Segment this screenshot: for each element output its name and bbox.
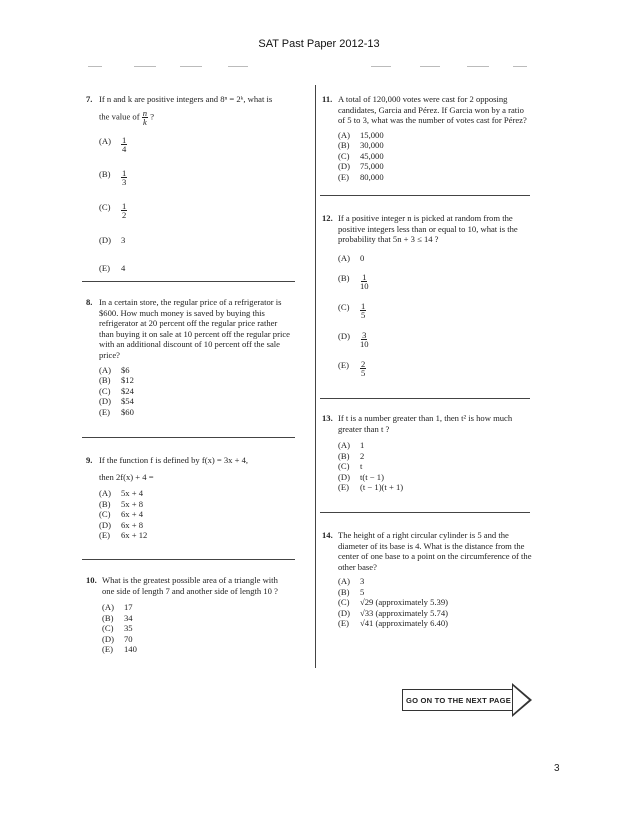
question-10	[86, 575, 292, 655]
answer-option[interactable]: (B) 34	[102, 612, 133, 623]
answer-option[interactable]: (A) 3	[338, 576, 365, 587]
answer-option[interactable]: (C) t	[338, 461, 363, 472]
question-separator	[320, 512, 530, 513]
answer-option[interactable]: (C) $\frac{1}{2}$	[99, 200, 127, 220]
question-number: 8.	[86, 297, 93, 307]
answer-option[interactable]: (D) 3	[99, 234, 126, 245]
question-14	[322, 530, 532, 629]
divider	[371, 66, 391, 67]
answer-option[interactable]: (C) $24	[99, 385, 134, 396]
answer-option[interactable]: (E) 140	[102, 644, 137, 655]
question-stem: What is the greatest possible area of a triangle with one side of length 7 and another side of length 10 ?	[102, 575, 278, 596]
page-header-title: SAT Past Paper 2012-13	[258, 38, 380, 50]
question-number: 13.	[322, 413, 333, 423]
question-7	[86, 94, 300, 290]
answer-option[interactable]: (A) $\frac{1}{4}$	[99, 134, 127, 154]
question-stem: If a positive integer n is picked at random from the positive integers less than or equal to 10, what is the probability that 5n + 3 ≤ 14 ?	[338, 213, 518, 245]
answer-option[interactable]: (E) 80,000	[338, 171, 384, 182]
answer-option[interactable]: (E) $60	[99, 406, 134, 417]
answer-option[interactable]: (E) 6x + 12	[99, 530, 148, 541]
answer-option[interactable]: (B) 5x + 8	[99, 498, 144, 509]
divider	[420, 66, 440, 67]
answer-option[interactable]: (D) 75,000	[338, 161, 384, 172]
arrow-right-icon-inner	[513, 686, 529, 714]
divider	[513, 66, 527, 67]
question-stem: If n and k are positive integers and 8ⁿ = 2ᵏ, what is the value of $\frac{n}{k}$ ?	[99, 94, 273, 127]
answer-option[interactable]: (A) 5x + 4	[99, 488, 144, 499]
answer-option[interactable]: (B) 5	[338, 586, 365, 597]
answer-option[interactable]: (A) 0	[338, 252, 365, 263]
answer-option[interactable]: (E) 4	[99, 263, 126, 274]
answer-option[interactable]: (A) 15,000	[338, 129, 384, 140]
question-number: 7.	[86, 94, 93, 104]
answer-option[interactable]: (E) (t − 1)(t + 1)	[338, 482, 404, 493]
answer-option[interactable]: (C) 6x + 4	[99, 509, 144, 520]
answer-option[interactable]: (B) $\frac{1}{3}$	[99, 167, 127, 187]
question-stem: If the function f is defined by f(x) = 3x + 4, then 2f(x) + 4 =	[99, 455, 249, 482]
answer-option[interactable]: (B) $12	[99, 375, 134, 386]
answer-option[interactable]: (A) 1	[338, 440, 365, 451]
answer-option[interactable]: (C) 45,000	[338, 150, 384, 161]
answer-option[interactable]: (D) √33 (approximately 5.74)	[338, 607, 449, 618]
question-number: 12.	[322, 213, 333, 223]
answer-option[interactable]: (E) $\frac{2}{5}$	[338, 359, 366, 379]
question-stem: In a certain store, the regular price of a refrigerator is $600. How much money is saved by buying this refrigerator at 20 percent off the regular price rather than buying it on sale at 10 percent off the regular price with an additional discount of 10 percent off the sale price?	[99, 297, 290, 360]
column-divider	[315, 85, 316, 668]
answer-option[interactable]: (D) 70	[102, 633, 133, 644]
question-13	[322, 413, 532, 493]
answer-option[interactable]: (A) 17	[102, 602, 133, 613]
question-8	[86, 297, 292, 417]
question-stem: A total of 120,000 votes were cast for 2 opposing candidates, Garcia and Pérez. If Garcia won by a ratio of 5 to 3, what was the number of votes cast for Pérez?	[338, 94, 527, 126]
divider	[134, 66, 156, 67]
divider	[88, 66, 102, 67]
answer-option[interactable]: (B) 2	[338, 450, 365, 461]
question-9	[86, 455, 292, 541]
question-11	[322, 94, 532, 182]
divider	[467, 66, 489, 67]
divider	[180, 66, 202, 67]
question-separator	[320, 398, 530, 399]
go-on-next-page-label: GO ON TO THE NEXT PAGE	[402, 689, 514, 711]
question-number: 10.	[86, 575, 97, 585]
answer-option[interactable]: (C) $\frac{1}{5}$	[338, 301, 366, 321]
question-separator	[320, 195, 530, 196]
question-number: 14.	[322, 530, 333, 540]
question-number: 11.	[322, 94, 333, 104]
question-separator	[82, 437, 295, 438]
answer-option[interactable]: (D) t(t − 1)	[338, 471, 384, 482]
answer-option[interactable]: (A) $6	[99, 364, 130, 375]
answer-option[interactable]: (E) √41 (approximately 6.40)	[338, 618, 449, 629]
answer-option[interactable]: (D) $\frac{3}{10}$	[338, 330, 369, 350]
divider	[228, 66, 248, 67]
question-12	[322, 213, 532, 377]
answer-option[interactable]: (C) 35	[102, 623, 133, 634]
answer-option[interactable]: (C) √29 (approximately 5.39)	[338, 597, 449, 608]
question-stem: The height of a right circular cylinder is 5 and the diameter of its base is 4. What is the distance from the center of one base to a point on the circumference of the other base?	[338, 530, 532, 572]
page-number: 3	[554, 763, 560, 774]
question-stem: If t is a number greater than 1, then t² is how much greater than t ?	[338, 413, 513, 434]
answer-option[interactable]: (D) $54	[99, 396, 134, 407]
answer-option[interactable]: (B) 30,000	[338, 140, 384, 151]
question-number: 9.	[86, 455, 93, 465]
question-separator	[82, 559, 295, 560]
answer-option[interactable]: (B) $\frac{1}{10}$	[338, 272, 369, 292]
answer-option[interactable]: (D) 6x + 8	[99, 519, 144, 530]
